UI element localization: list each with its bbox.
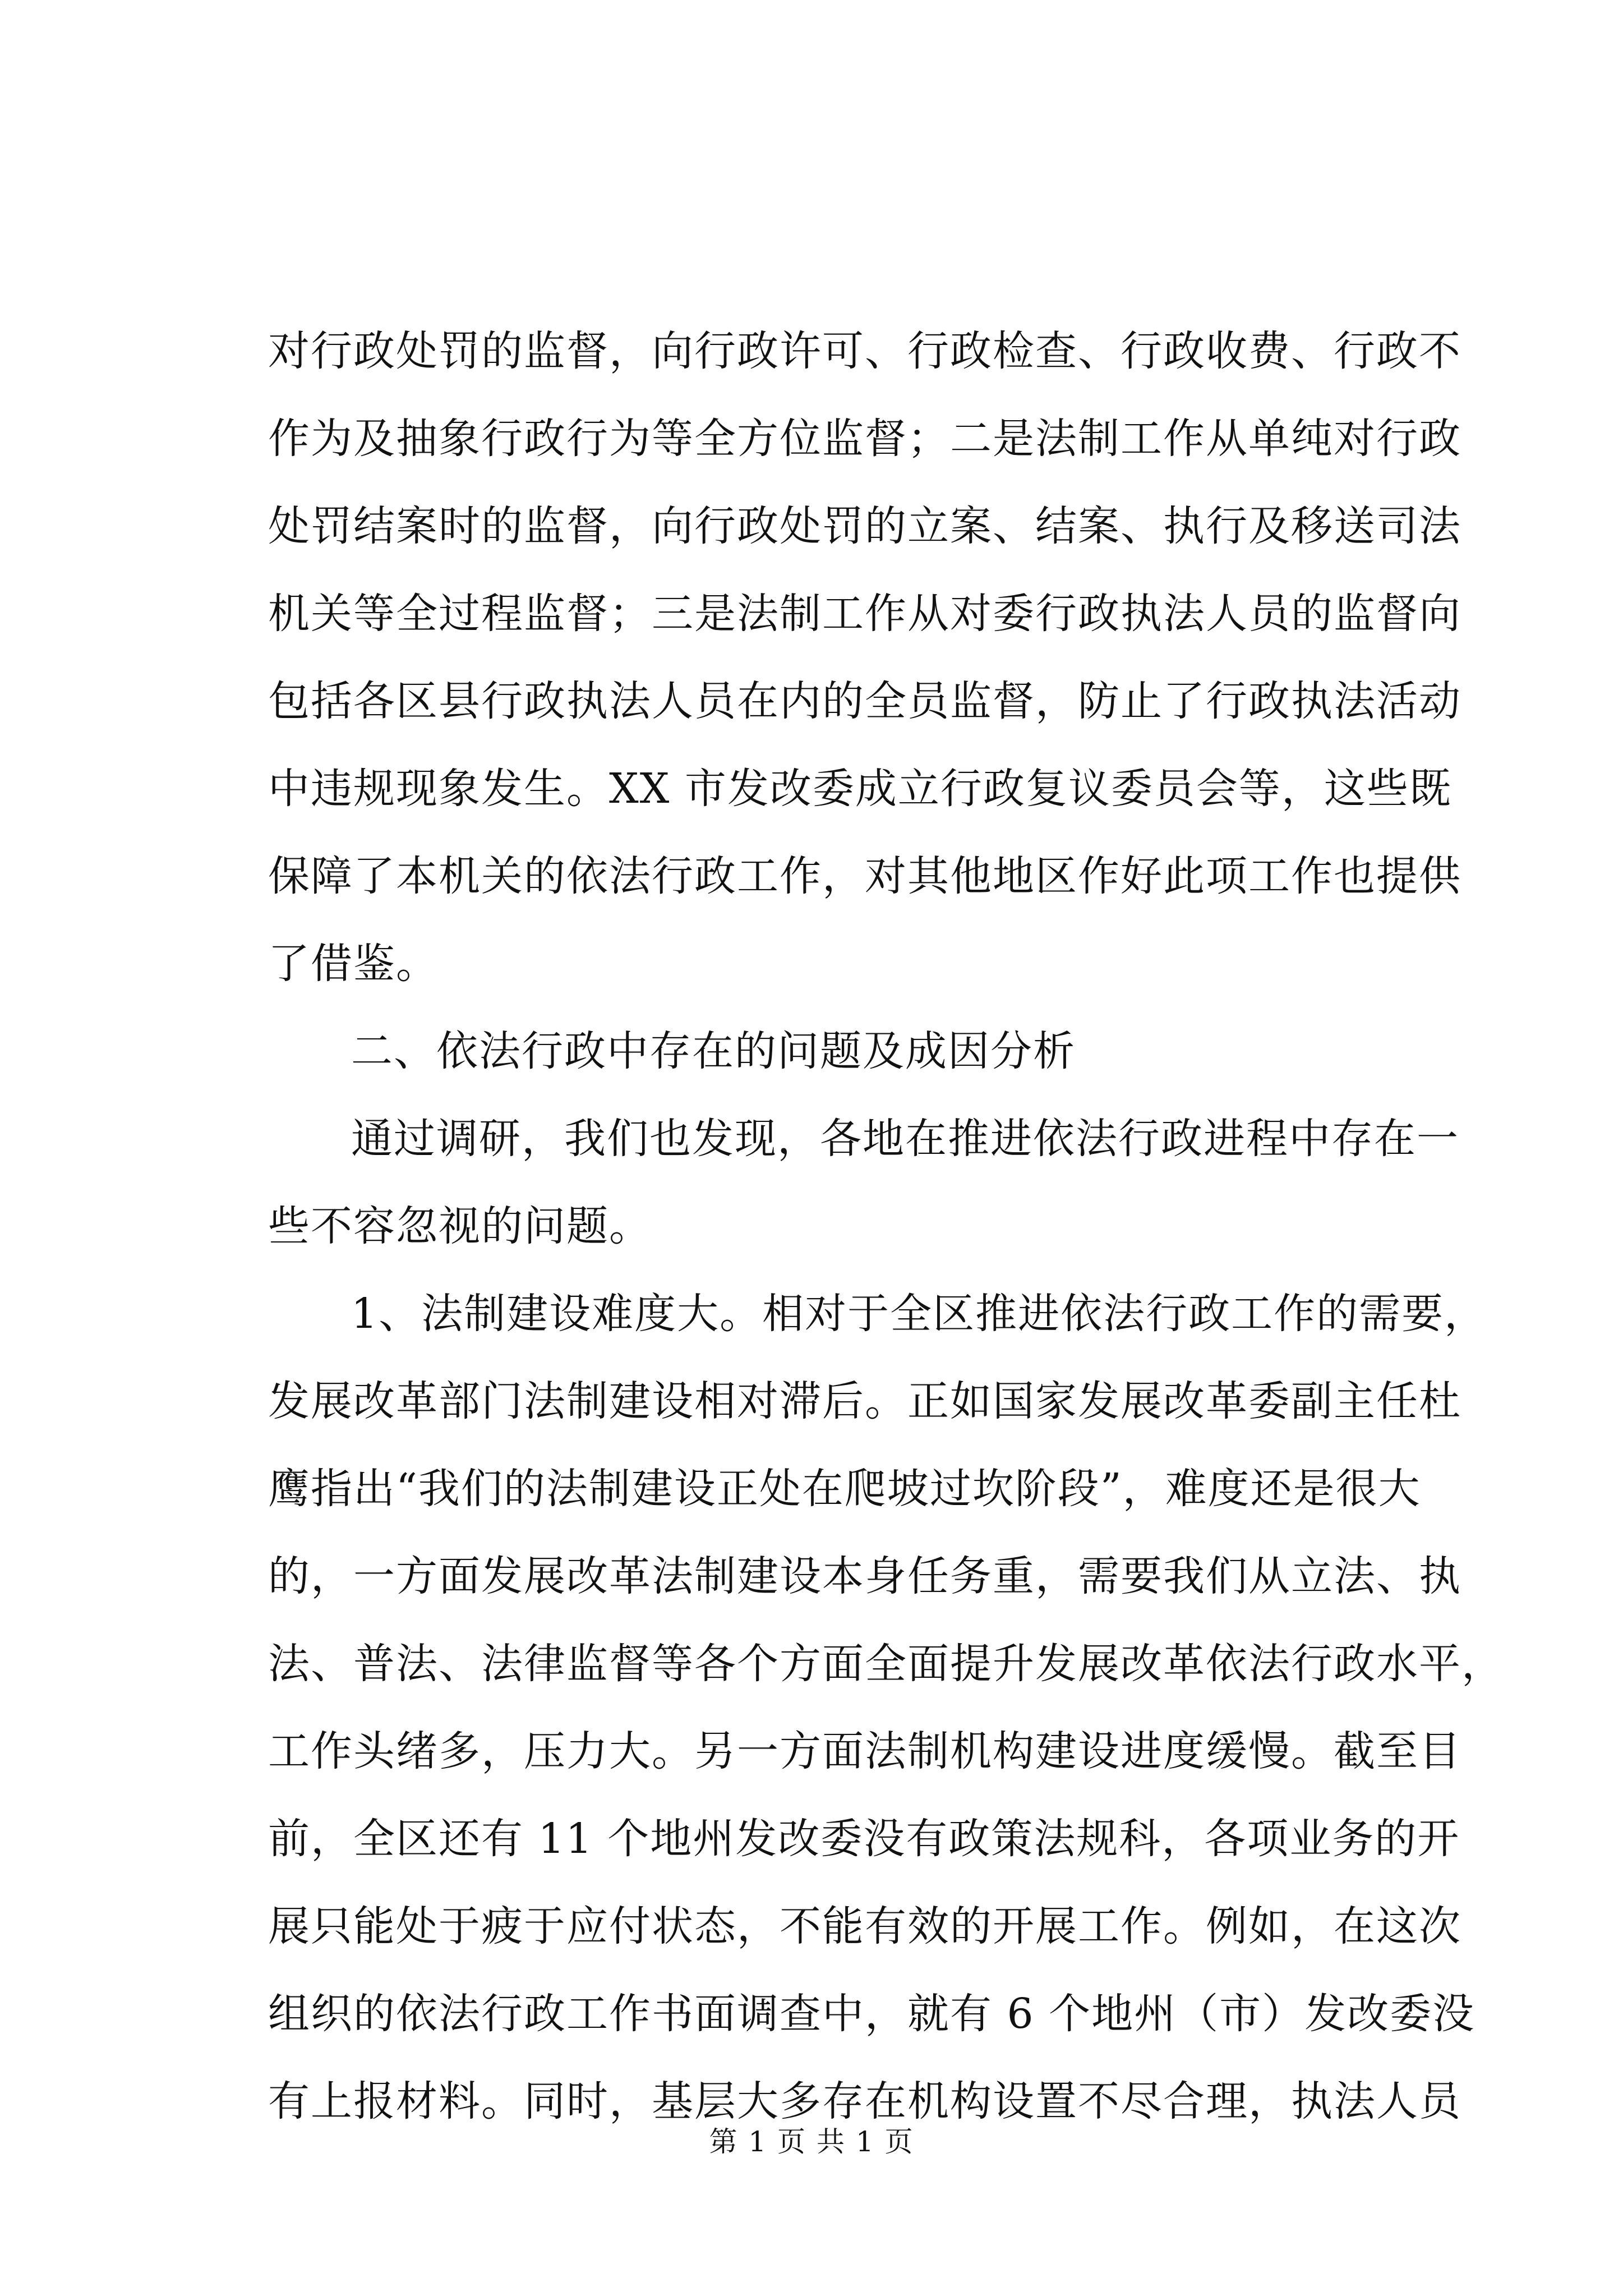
text-line: 了借鉴。	[268, 940, 439, 988]
text-line: 通过调研，我们也发现，各地在推进依法行政进程中存在一	[351, 1115, 1459, 1163]
text-line: 作为及抽象行政行为等全方位监督；二是法制工作从单纯对行政	[268, 415, 1461, 463]
text-line: 处罚结案时的监督，向行政处罚的立案、结案、执行及移送司法	[268, 502, 1461, 550]
text-line: 有上报材料。同时，基层大多存在机构设置不尽合理，执法人员	[268, 2077, 1461, 2125]
text-line: 鹰指出“我们的法制建设正处在爬坡过坎阶段”，难度还是很大	[268, 1465, 1421, 1513]
text-line: 机关等全过程监督；三是法制工作从对委行政执法人员的监督向	[268, 590, 1461, 638]
text-line: 二、依法行政中存在的问题及成因分析	[351, 1027, 1076, 1075]
text-line: 1、法制建设难度大。相对于全区推进依法行政工作的需要，	[351, 1290, 1487, 1338]
text-line: 法、普法、法律监督等各个方面全面提升发展改革依法行政水平，	[268, 1640, 1504, 1688]
page-footer: 第 1 页 共 1 页	[709, 2125, 914, 2158]
text-line: 前，全区还有 11 个地州发改委没有政策法规科，各项业务的开	[268, 1815, 1460, 1863]
text-line: 包括各区县行政执法人员在内的全员监督，防止了行政执法活动	[268, 677, 1461, 725]
text-line: 保障了本机关的依法行政工作，对其他地区作好此项工作也提供	[268, 852, 1461, 900]
text-line: 组织的依法行政工作书面调查中，就有 6 个地州（市）发改委没	[268, 1990, 1476, 2038]
document-body	[268, 307, 1504, 2145]
text-line: 工作头绪多，压力大。另一方面法制机构建设进度缓慢。截至目	[268, 1727, 1461, 1775]
text-line: 发展改革部门法制建设相对滞后。正如国家发展改革委副主任杜	[268, 1377, 1461, 1425]
text-line: 些不容忽视的问题。	[268, 1202, 652, 1250]
text-line: 展只能处于疲于应付状态，不能有效的开展工作。例如，在这次	[268, 1902, 1461, 1950]
text-line: 中违规现象发生。XX 市发改委成立行政复议委员会等，这些既	[268, 765, 1452, 813]
text-line: 的，一方面发展改革法制建设本身任务重，需要我们从立法、执	[268, 1552, 1461, 1600]
text-line: 对行政处罚的监督，向行政许可、行政检查、行政收费、行政不	[268, 327, 1461, 375]
